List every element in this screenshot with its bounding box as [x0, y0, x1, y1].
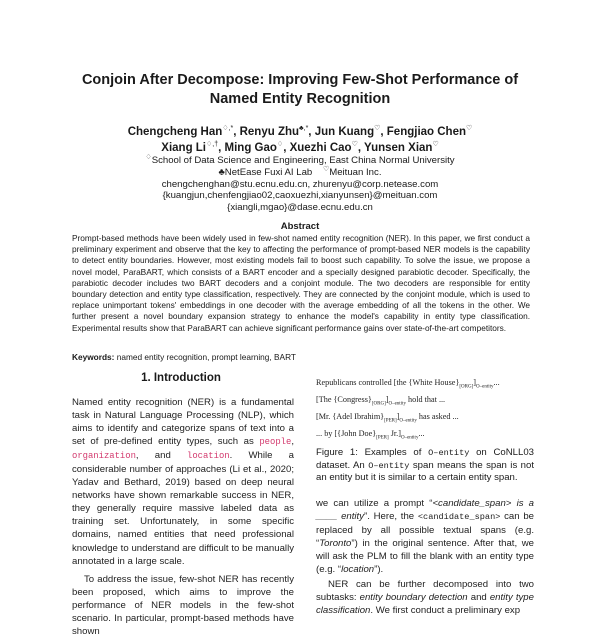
text-run: can be replaced by all possible textual spans (e.g. “ — [316, 511, 534, 550]
author-marks: ♡ — [374, 125, 381, 133]
text-run: NER can be further decomposed into two subtasks: — [316, 579, 534, 604]
keywords — [72, 352, 530, 362]
entity-label: [PER] — [376, 435, 389, 441]
caption-text: Figure 1: Examples of — [316, 447, 429, 458]
right-column — [316, 497, 534, 617]
email-line: {xiangli,mgao}@dase.ecnu.edu.cn — [227, 202, 373, 214]
o-entity-label: O–entity — [388, 401, 406, 407]
author-name: Jun Kuang — [314, 126, 375, 138]
paragraph: To address the issue, few-shot NER has recently been proposed, which aims to improve the performance of NER models in the few-shot scenario. In particular, prompt-based methods have shown — [72, 573, 294, 637]
affiliation-line-2 — [40, 167, 560, 179]
author-name: Xuezhi Cao — [289, 142, 352, 154]
author-marks: ♡ — [351, 141, 358, 149]
keywords-label: Keywords: — [72, 352, 115, 362]
text-run: . While a considerable number of approaches (Li et al., 2020; Yadav and Bethard, 2019) based on deep neural networks have shown remarkable success in NER, they generally require massive labeled data as training set. Unfortunately, in some specific domains, named entities that need professional knowledge to understand are difficult to be manually annotated in a large scale. — [72, 450, 294, 567]
author-name: Ming Gao — [224, 142, 277, 154]
abstract-text: Prompt-based methods have been widely used in few-shot named entity recognition (NER). In this paper, we first conduct a preliminary experiment and observe that the key to affecting the performance of prompt-based NER models is the capability to detect entity boundaries. However, most existing models fail to boost such capability. To solve the issue, we propose a novel model, ParaBART, which consists of a BART encoder and a specially designed parabiotic decoder. Specifically, the parabiotic decoder includes two BART decoders and a conjoint module. The two decoders are responsible for entity boundary detection and entity type classification, respectively. They are connected by the conjoint module, which is used to replace unimportant tokens' embeddings in one decoder with the average embedding of all the tokens in the other. We further present a novel boundary expansion strategy to enhance the model's capability in entity type classification. Experimental results show that ParaBART can achieve significant performance gains over state-of-the-art competitors. — [72, 233, 530, 333]
example-text: Jr.] — [388, 429, 401, 438]
example-text: ... — [418, 429, 425, 438]
paper-title — [40, 71, 560, 109]
prompt-slot: <candidate_span> — [432, 498, 512, 509]
section-heading-introduction: 1. Introduction — [141, 372, 221, 384]
keywords-text: named entity recognition, prompt learning, BART — [116, 352, 296, 362]
caption-code: O–entity — [368, 460, 410, 471]
example-text: hold that ... — [405, 395, 446, 404]
paragraph — [72, 396, 294, 568]
prompt-text: is a ____ entity — [316, 498, 534, 523]
entity-type-code: location — [187, 451, 230, 462]
o-entity-label: O–entity — [476, 384, 494, 390]
example-text: [The {Congress} — [316, 395, 372, 404]
subtask-term: entity type classification — [316, 592, 534, 617]
affiliation-mark: ♣ — [218, 166, 225, 178]
affiliation-ecnu — [40, 155, 560, 167]
author-name: Xiang Li — [161, 142, 207, 154]
text-run: ”). — [374, 564, 384, 576]
example-text: ... by [{John Doe} — [316, 429, 377, 438]
author-marks: ♢,* — [222, 125, 234, 133]
author-list — [40, 124, 560, 156]
figure-example-line — [316, 425, 531, 442]
text-run: Named entity recognition (NER) is a fundamental task in Natural Language Processing (NLP), which aims to identify and categorize spans of text into a set of pre-defined entity types, such as — [72, 397, 294, 448]
affiliations — [40, 155, 560, 214]
author-marks: ♣,* — [299, 125, 309, 133]
text-run: ”. Here, the — [364, 511, 418, 523]
paragraph — [316, 578, 534, 617]
example-word: location — [341, 564, 375, 576]
subtask-term: entity boundary detection — [359, 592, 468, 604]
author-name: Chengcheng Han — [127, 126, 223, 138]
example-word: Toronto — [319, 538, 352, 550]
example-text: ] — [473, 378, 476, 387]
o-entity-label: O–entity — [399, 418, 417, 424]
figure-example-line — [316, 408, 531, 425]
author-line-1: Chengcheng Han♢,*, Renyu Zhu♣,*, Jun Kuang♡, Fengjiao Chen♡ — [127, 125, 473, 138]
example-text: ... — [493, 378, 500, 387]
affiliation-mark: ♡ — [322, 165, 330, 173]
affiliation-mark: ♢ — [145, 153, 152, 161]
caption-code: O–entity — [428, 448, 470, 458]
entity-label: [ORG] — [371, 401, 386, 407]
text-run: ”) in the original sentence. After that, we will ask the PLM to fill the blank with an entity type (e.g. “ — [316, 538, 534, 576]
author-name: Fengjiao Chen — [386, 126, 467, 138]
example-text: ] — [385, 395, 389, 404]
text-run: , and — [135, 450, 187, 462]
entity-type-code: organization — [72, 451, 136, 462]
author-marks: ♡ — [466, 125, 473, 133]
text-run: , — [291, 436, 294, 448]
abstract-heading: Abstract — [280, 221, 320, 232]
caption-text: on CoNLL03 dataset. An — [316, 447, 534, 471]
entity-label: [PER] — [384, 418, 397, 424]
example-text: [Mr. {Adel Ibrahim} — [316, 412, 385, 421]
author-marks: ♢ — [276, 141, 284, 149]
email-line: chengchenghan@stu.ecnu.edu.cn, zhurenyu@corp.netease.com — [161, 178, 439, 190]
example-text: ] — [396, 412, 400, 421]
affiliation-text: School of Data Science and Engineering, East China Normal University — [151, 155, 455, 166]
affiliation-text: NetEase Fuxi AI Lab — [224, 166, 313, 178]
figure-example-line — [316, 374, 531, 391]
title-line-1: Conjoin After Decompose: Improving Few-Shot Performance of — [81, 72, 519, 88]
author-marks: ♡ — [432, 141, 439, 149]
example-text: has asked ... — [416, 412, 459, 421]
candidate-span-code: <candidate_span> — [417, 512, 501, 523]
text-run: we can utilize a prompt “ — [316, 498, 433, 509]
caption-text: span means the span is not an entity but it is similar to a certain entity span. — [316, 459, 534, 484]
figure-example-line — [316, 391, 531, 408]
author-name: Yunsen Xian — [364, 142, 433, 154]
title-line-2: Named Entity Recognition — [209, 91, 391, 107]
figure-1-caption — [316, 447, 534, 485]
author-name: Renyu Zhu — [239, 126, 300, 138]
entity-label: [ORG] — [459, 384, 474, 390]
entity-type-code: people — [259, 437, 292, 448]
text-run: and — [467, 592, 490, 604]
author-marks: ♢,† — [206, 141, 219, 149]
paragraph — [316, 497, 534, 576]
figure-1 — [316, 374, 531, 442]
example-text: Republicans controlled [the {White House} — [316, 378, 460, 387]
o-entity-label: O–entity — [400, 435, 419, 441]
affiliation-text: Meituan Inc. — [329, 166, 382, 178]
text-run: . We first conduct a preliminary exp — [370, 605, 521, 617]
author-line-2: Xiang Li♢,†, Ming Gao♢, Xuezhi Cao♡, Yunsen Xian♡ — [161, 141, 439, 154]
email-line: {kuangjun,chenfengjiao02,caoxuezhi,xianyunsen}@meituan.com — [162, 190, 438, 202]
left-column — [72, 396, 294, 638]
